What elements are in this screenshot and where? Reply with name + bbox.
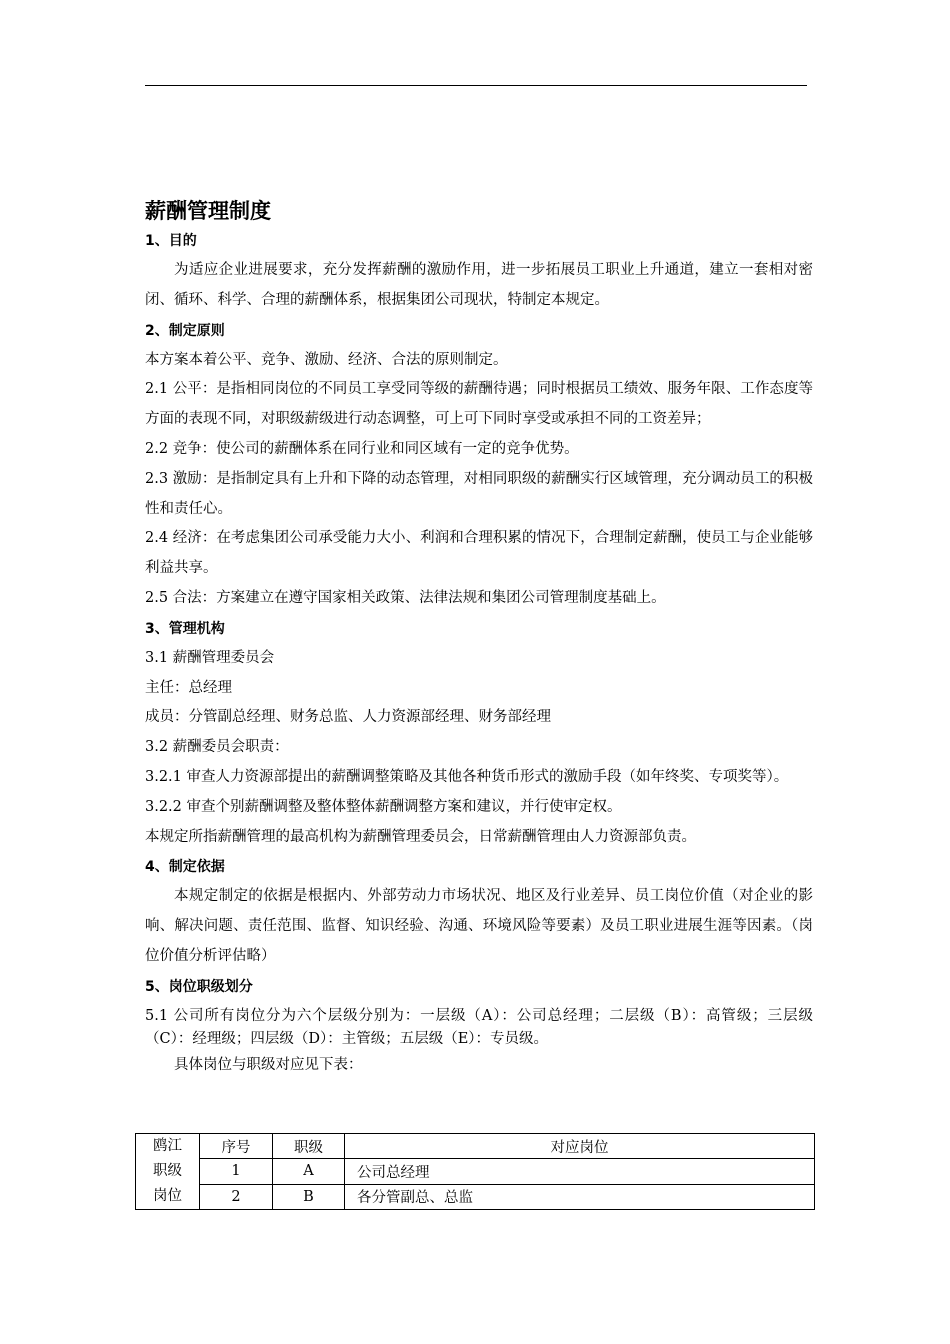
grade-levels-paragraph: 5.1 公司所有岗位分为六个层级分别为：一层级（A）：公司总经理；二层级（B）：高管级；三层级（C）：经理级；四层级（D）：主管级；五层级（E）：专员级。 bbox=[145, 1007, 813, 1047]
section-heading-4: 4、制定依据 bbox=[145, 859, 225, 876]
section-4-paragraph: 本规定制定的依据是根据内、外部劳动力市场状况、地区及行业差异、员工岗位价值（对企业的影响、解决问题、责任范围、监督、知识经验、沟通、环境风险等要素）及员工职业进展生涯等因素。（岗位价值分析评估略） bbox=[145, 888, 813, 964]
merged-label-line: 职级 bbox=[153, 1163, 182, 1179]
header-no: 序号 bbox=[200, 1134, 273, 1159]
section-heading-5: 5、岗位职级划分 bbox=[145, 978, 253, 995]
principle-2-1: 2.1 公平：是指相同岗位的不同员工享受同等级的薪酬待遇；同时根据员工绩效、服务年限、工作态度等方面的表现不同，对职级薪级进行动态调整，可上可下同时享受或承担不同的工资差异； bbox=[145, 381, 813, 428]
committee-duties-heading: 3.2 薪酬委员会职责： bbox=[145, 739, 289, 756]
committee-name: 3.1 薪酬管理委员会 bbox=[145, 649, 275, 666]
section-heading-3: 3、管理机构 bbox=[145, 620, 225, 637]
section-heading-2: 2、制定原则 bbox=[145, 322, 225, 339]
header-post: 对应岗位 bbox=[345, 1134, 815, 1159]
cell-post: 各分管副总、总监 bbox=[345, 1184, 815, 1209]
committee-members: 成员：分管副总经理、财务总监、人力资源部经理、财务部经理 bbox=[145, 709, 551, 726]
cell-no: 2 bbox=[200, 1184, 273, 1209]
table-row bbox=[136, 1184, 815, 1209]
table-intro: 具体岗位与职级对应见下表： bbox=[174, 1056, 363, 1073]
principle-2-4: 2.4 经济：在考虑集团公司承受能力大小、利润和合理积累的情况下，合理制定薪酬，使员工与企业能够利益共享。 bbox=[145, 530, 813, 577]
committee-director: 主任：总经理 bbox=[145, 679, 232, 696]
committee-authority-note: 本规定所指薪酬管理的最高机构为薪酬管理委员会，日常薪酬管理由人力资源部负责。 bbox=[145, 828, 696, 845]
table-row bbox=[136, 1159, 815, 1184]
document-title: 薪酬管理制度 bbox=[145, 199, 271, 223]
section-heading-1: 1、目的 bbox=[145, 233, 197, 249]
principle-2-3: 2.3 激励：是指制定具有上升和下降的动态管理，对相同职级的薪酬实行区域管理，充分调动员工的积极性和责任心。 bbox=[145, 470, 813, 517]
cell-post: 公司总经理 bbox=[345, 1159, 815, 1184]
header-grade: 职级 bbox=[273, 1134, 345, 1159]
merged-label-line: 岗位 bbox=[153, 1188, 182, 1204]
table-merged-label bbox=[136, 1134, 200, 1210]
table-header-row bbox=[136, 1134, 815, 1159]
document-body bbox=[145, 196, 813, 1077]
cell-grade: A bbox=[273, 1159, 345, 1184]
header-rule bbox=[145, 85, 807, 86]
merged-label-line: 鸥江 bbox=[153, 1138, 182, 1154]
grade-table bbox=[135, 1133, 815, 1210]
principle-2-2: 2.2 竞争：使公司的薪酬体系在同行业和同区域有一定的竞争优势。 bbox=[145, 440, 579, 457]
cell-grade: B bbox=[273, 1184, 345, 1209]
cell-no: 1 bbox=[200, 1159, 273, 1184]
duty-3-2-1: 3.2.1 审查人力资源部提出的薪酬调整策略及其他各种货币形式的激励手段（如年终奖、专项奖等）。 bbox=[145, 768, 789, 785]
section-2-intro: 本方案本着公平、竞争、激励、经济、合法的原则制定。 bbox=[145, 351, 508, 368]
duty-3-2-2: 3.2.2 审查个别薪酬调整及整体整体薪酬调整方案和建议，并行使审定权。 bbox=[145, 798, 622, 815]
section-1-paragraph: 为适应企业进展要求，充分发挥薪酬的激励作用，进一步拓展员工职业上升通道，建立一套相对密闭、循环、科学、合理的薪酬体系，根据集团公司现状，特制定本规定。 bbox=[145, 262, 813, 308]
principle-2-5: 2.5 合法：方案建立在遵守国家相关政策、法律法规和集团公司管理制度基础上。 bbox=[145, 589, 666, 606]
